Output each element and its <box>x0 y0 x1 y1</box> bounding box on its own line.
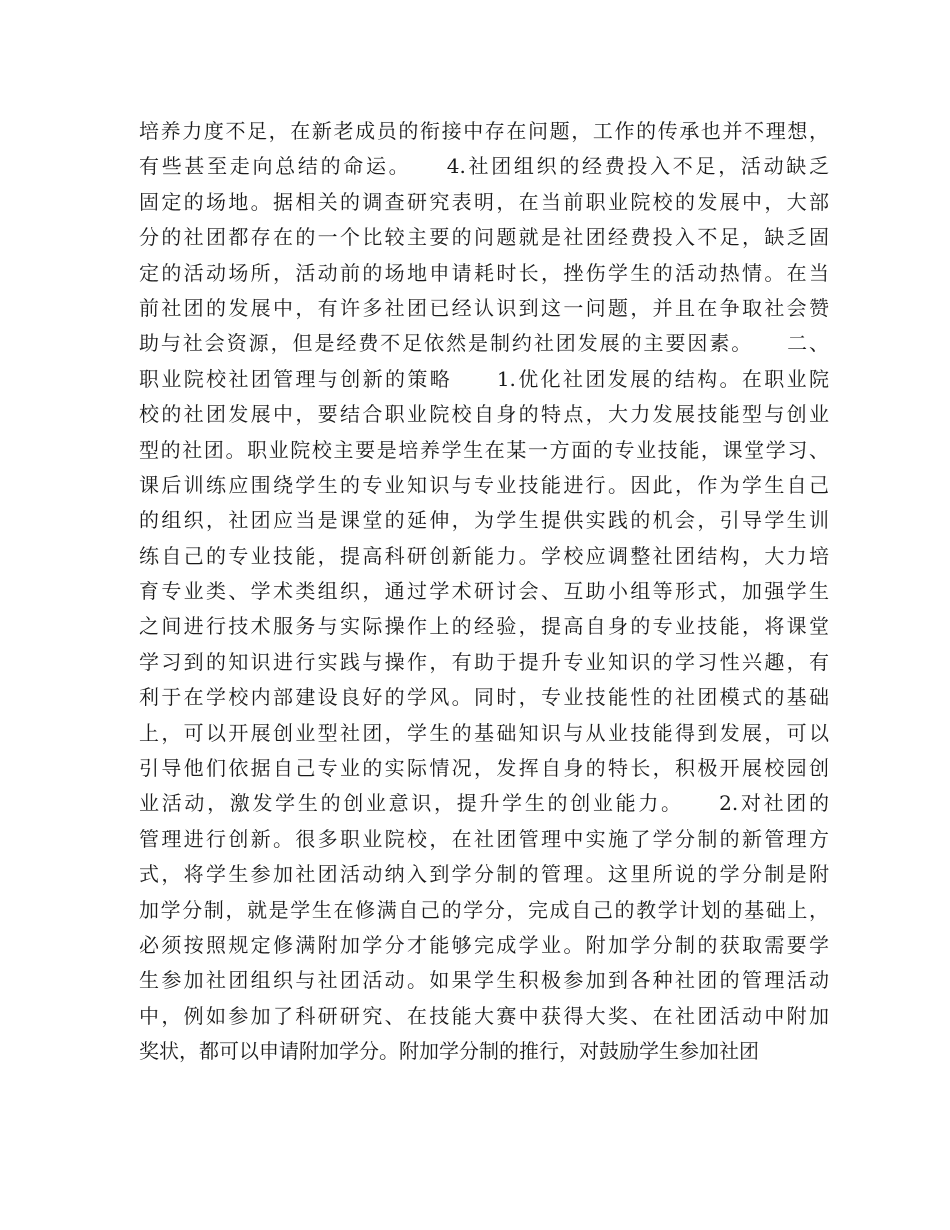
text-line: 育专业类、学术类组织，通过学术研讨会、互助小组等形式，加强学生 <box>139 579 829 604</box>
text-line: 校的社团发展中，要结合职业院校自身的特点，大力发展技能型与创业 <box>139 402 829 427</box>
text-line: 分的社团都存在的一个比较主要的问题就是社团经费投入不足，缺乏固 <box>139 225 829 250</box>
text-line: 式，将学生参加社团活动纳入到学分制的管理。这里所说的学分制是附 <box>139 862 829 887</box>
text-line: 练自己的专业技能，提高科研创新能力。学校应调整社团结构，大力培 <box>139 543 829 568</box>
text-line: 利于在学校内部建设良好的学风。同时，专业技能性的社团模式的基础 <box>139 685 829 710</box>
text-line: 业活动，激发学生的创业意识，提升学生的创业能力。 2.对社团的 <box>139 791 829 816</box>
text-line: 上，可以开展创业型社团，学生的基础知识与从业技能得到发展，可以 <box>139 720 829 745</box>
text-line: 引导他们依据自己专业的实际情况，发挥自身的特长，积极开展校园创 <box>139 756 829 781</box>
text-line: 助与社会资源，但是经费不足依然是制约社团发展的主要因素。 二、 <box>139 331 829 356</box>
text-line: 中，例如参加了科研研究、在技能大赛中获得大奖、在社团活动中附加 <box>139 1003 829 1028</box>
text-line: 奖状，都可以申请附加学分。附加学分制的推行，对鼓励学生参加社团 <box>139 1039 759 1064</box>
text-line: 有些甚至走向总结的命运。 4.社团组织的经费投入不足，活动缺乏 <box>139 154 829 179</box>
text-line: 型的社团。职业院校主要是培养学生在某一方面的专业技能，课堂学习、 <box>139 437 829 462</box>
text-line: 前社团的发展中，有许多社团已经认识到这一问题，并且在争取社会赞 <box>139 295 829 320</box>
text-line: 管理进行创新。很多职业院校，在社团管理中实施了学分制的新管理方 <box>139 826 829 851</box>
text-line: 学习到的知识进行实践与操作，有助于提升专业知识的学习性兴趣，有 <box>139 649 829 674</box>
text-line: 之间进行技术服务与实际操作上的经验，提高自身的专业技能，将课堂 <box>139 614 829 639</box>
text-line: 培养力度不足，在新老成员的衔接中存在问题，工作的传承也并不理想， <box>139 119 829 143</box>
text-line: 必须按照规定修满附加学分才能够完成学业。附加学分制的获取需要学 <box>139 932 829 957</box>
text-line: 生参加社团组织与社团活动。如果学生积极参加到各种社团的管理活动 <box>139 968 829 993</box>
text-line: 加学分制，就是学生在修满自己的学分，完成自己的教学计划的基础上， <box>139 897 829 922</box>
text-line: 课后训练应围绕学生的专业知识与专业技能进行。因此，作为学生自己 <box>139 472 829 497</box>
body-text <box>139 114 829 1070</box>
text-line: 定的活动场所，活动前的场地申请耗时长，挫伤学生的活动热情。在当 <box>139 260 829 285</box>
text-line: 职业院校社团管理与创新的策略 1.优化社团发展的结构。在职业院 <box>139 366 829 391</box>
text-line: 固定的场地。据相关的调查研究表明，在当前职业院校的发展中，大部 <box>139 189 829 214</box>
text-line: 的组织，社团应当是课堂的延伸，为学生提供实践的机会，引导学生训 <box>139 508 829 533</box>
